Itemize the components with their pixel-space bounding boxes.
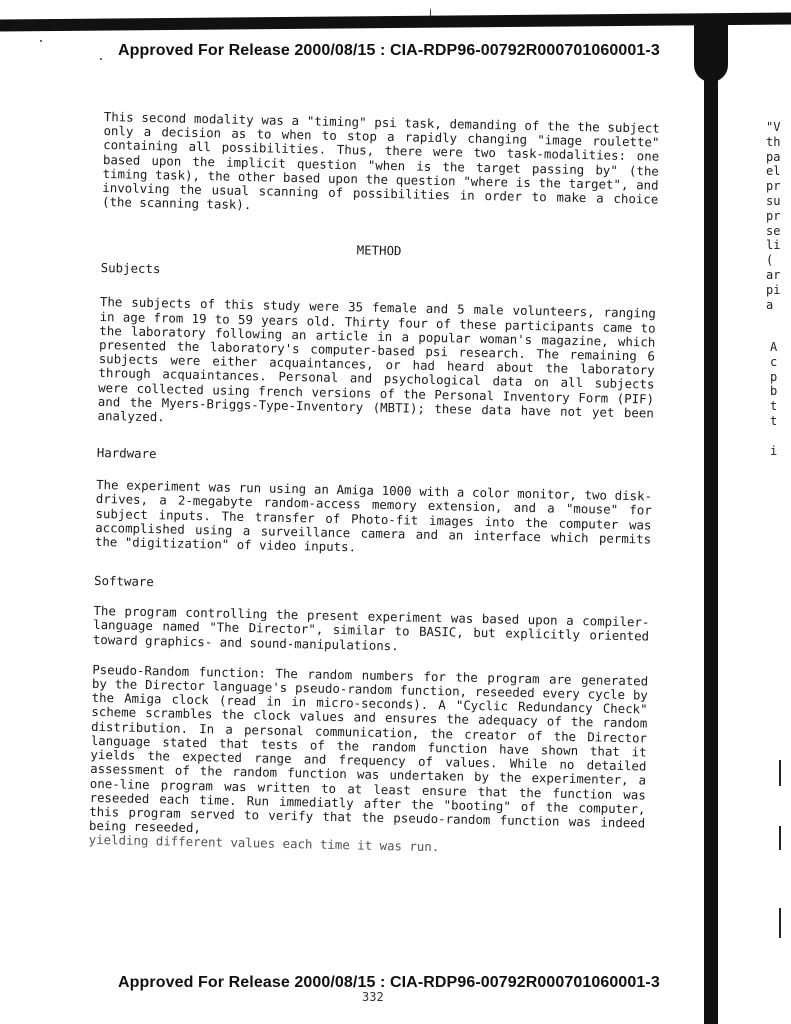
margin-mark (779, 908, 781, 938)
intro-paragraph: This second modality was a "timing" psi task, demanding of the the subject only a decision as to when to stop a rapidly changing "image roulette" containing all possibilities. Thus, there were two task-modalities: one based upon the implicit question "when is the target passing by" (the timing task), the other based upon the question "where is the target", and involving the usual scanning of possibilities in order to make a choice (the scanning task). (101, 109, 660, 213)
release-stamp-header: Approved For Release 2000/08/15 : CIA-RDP96-00792R000701060001-3 (118, 42, 660, 59)
margin-mark (779, 760, 781, 786)
hardware-paragraph: The experiment was run using an Amiga 1000 with a color monitor, two disk-drives, a 2-megabyte random-access memory extension, and a "mouse" for subject inputs. The transfer of Photo-fit images into the computer was accomplished using a surveillance camera and an interface which permits the "digitization" of video inputs. (94, 477, 653, 555)
method-heading: METHOD (356, 242, 402, 259)
last-line-fragment: yielding different values each time it was run. (88, 832, 440, 855)
subjects-heading: Subjects (100, 260, 161, 277)
document-body (89, 110, 660, 859)
scan-top-edge-bar (0, 13, 791, 32)
scan-speck (100, 58, 102, 60)
scan-binding-shadow (704, 24, 718, 1024)
adjacent-page-text-top: "V th pa el pr su pr se li ( ar pi a (766, 120, 781, 312)
software-paragraph: The program controlling the present experiment was based upon a compiler-language named "The Director", similar to BASIC, but explicitly oriented toward graphics- and sound-manipulations. (92, 603, 650, 653)
scan-speck (40, 40, 42, 42)
margin-mark (779, 826, 781, 850)
adjacent-page-text-bottom: A c p b t t i (770, 340, 778, 458)
scan-speck (430, 8, 431, 18)
page-number: 332 (362, 990, 384, 1004)
hardware-heading: Hardware (96, 445, 157, 462)
software-heading: Software (93, 573, 154, 590)
pseudo-random-paragraph: Pseudo-Random function: The random numbers for the program are generated by the Director language's pseudo-random function, reseeded every cycle by the Amiga clock (read in in micro-seconds). A "Cyclic Redundancy Check" scheme scrambles the clock values and ensures the adequacy of the random distribution. In a personal communication, the creator of the Director language stated that tests of the random function have shown that it yields the expected range and frequency of values. While no detailed assessment of the random function was undertaken by the experimenter, a one-line program was written to at least ensure that the function was reseeded each time. Run immediatly after the "booting" of the computer, this program served to verify that the pseudo-random function was indeed being reseeded, (88, 661, 649, 836)
release-stamp-footer: Approved For Release 2000/08/15 : CIA-RDP96-00792R000701060001-3 (118, 974, 660, 991)
subjects-paragraph: The subjects of this study were 35 female and 5 male volunteers, ranging in age from 19 to 59 years old. Thirty four of these participants came to the laboratory following an article in a popular woman's magazine, which presented the laboratory's computer-based psi research. The remaining 6 subjects were either acquaintances, or had heard about the laboratory through acquaintances. Personal and psychological data on all subjects were collected using french versions of the Personal Inventory Form (PIF) and the Myers-Briggs-Type-Inventory (MBTI); these data have not yet been analyzed. (97, 294, 657, 425)
